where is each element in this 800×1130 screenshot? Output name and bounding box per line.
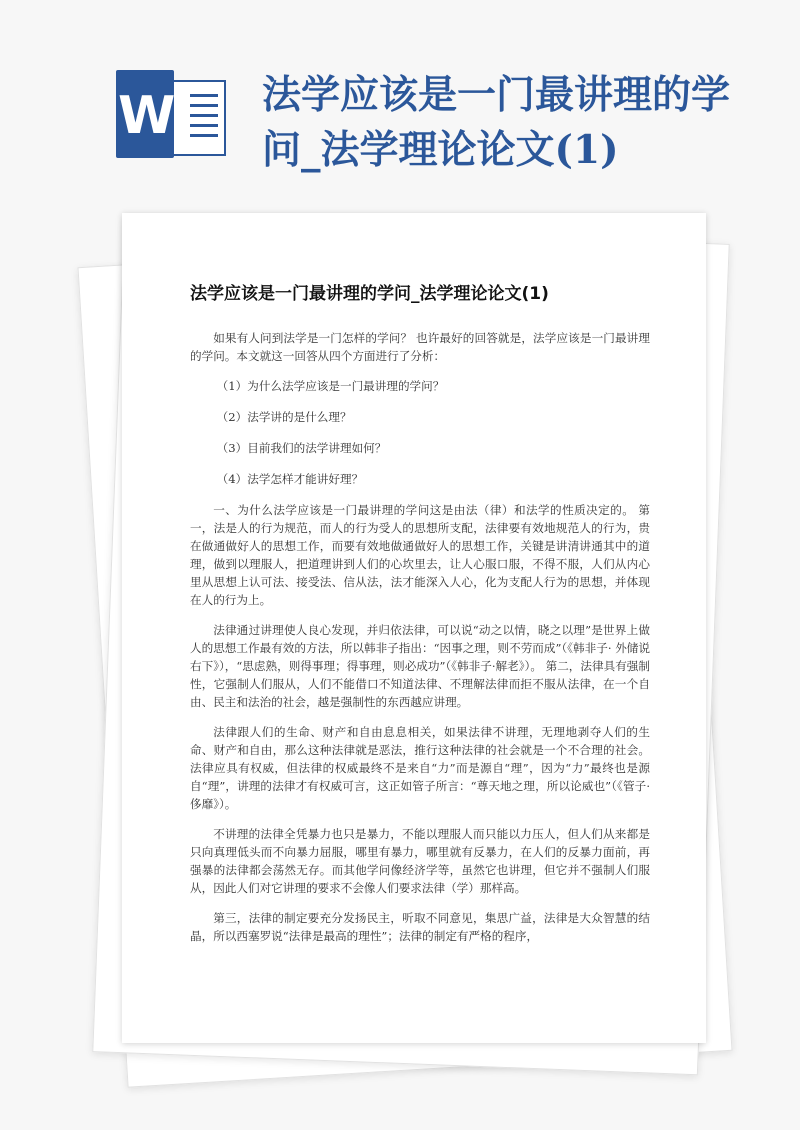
- body-paragraph: 法律通过讲理使人良心发现，并归依法律，可以说“动之以情，晓之以理”是世界上做人的思想工作最有效的方法，所以韩非子指出：“因事之理，则不劳而成”（《韩非子· 外储说右下》），“思虑熟，则得事理；得事理，则必成功”（《韩非子·解老》）。 第二，法律具有强制性，它强制人们服从，人们不能借口不知道法律、不理解法律而拒不服从法律，在一个自由、民主和法治的社会，越是强制性的东西越应讲理。: [190, 623, 650, 709]
- body-paragraph: 不讲理的法律全凭暴力也只是暴力，不能以理服人而只能以力压人，但人们从来都是只向真理低头而不向暴力屈服，哪里有暴力，哪里就有反暴力，在人们的反暴力面前，再强暴的法律都会荡然无存。而其他学问像经济学等，虽然它也讲理，但它并不强制人们服从，因此人们对它讲理的要求不会像人们要求法律（学）那样高。: [190, 827, 650, 895]
- intro-paragraph: 如果有人问到法学是一门怎样的学问？ 也许最好的回答就是，法学应该是一门最讲理的学问。本文就这一回答从四个方面进行了分析：: [190, 331, 650, 363]
- page-heading: 法学应该是一门最讲理的学问_法学理论论文(1): [190, 284, 549, 304]
- word-document-icon: [116, 70, 174, 158]
- body-paragraph: 一、为什么法学应该是一门最讲理的学问这是由法（律）和法学的性质决定的。 第一，法是人的行为规范，而人的行为受人的思想所支配，法律要有效地规范人的行为，贵在做通做好人的思想工作，而要有效地做通做好人的思想工作，关键是讲清讲通其中的道理，做到以理服人，把道理讲到人们的心坎里去，让人心服口服，不得不服，人们从内心里从思想上认可法、接受法、信从法，法才能深入人心，化为支配人行为的思想，并体现在人的行为上。: [190, 503, 650, 607]
- word-logo: [108, 70, 228, 160]
- question-item: （2）法学讲的是什么理？: [216, 410, 352, 424]
- document-title: 法学应该是一门最讲理的学问_法学理论论文(1): [262, 72, 731, 173]
- document-page: [122, 213, 706, 1043]
- body-paragraph: 法律跟人们的生命、财产和自由息息相关，如果法律不讲理，无理地剥夺人们的生命、财产和自由，那么这种法律就是恶法，推行这种法律的社会就是一个不合理的社会。法律应具有权威，但法律的权威最终不是来自“力”而是源自“理”，因为“力”最终也是源自“理”，讲理的法律才有权威可言，这正如管子所言：“尊天地之理，所以论威也”（《管子·侈靡》）。: [190, 725, 650, 811]
- question-item: （4）法学怎样才能讲好理？: [216, 472, 364, 486]
- word-logo-letter: W: [118, 86, 176, 146]
- body-paragraph: 第三，法律的制定要充分发扬民主，听取不同意见，集思广益，法律是大众智慧的结晶，所以西塞罗说“法律是最高的理性”；法律的制定有严格的程序，: [190, 911, 650, 943]
- question-item: （3）目前我们的法学讲理如何？: [216, 441, 387, 455]
- document-body: [190, 329, 650, 957]
- question-item: （1）为什么法学应该是一门最讲理的学问？: [216, 379, 445, 393]
